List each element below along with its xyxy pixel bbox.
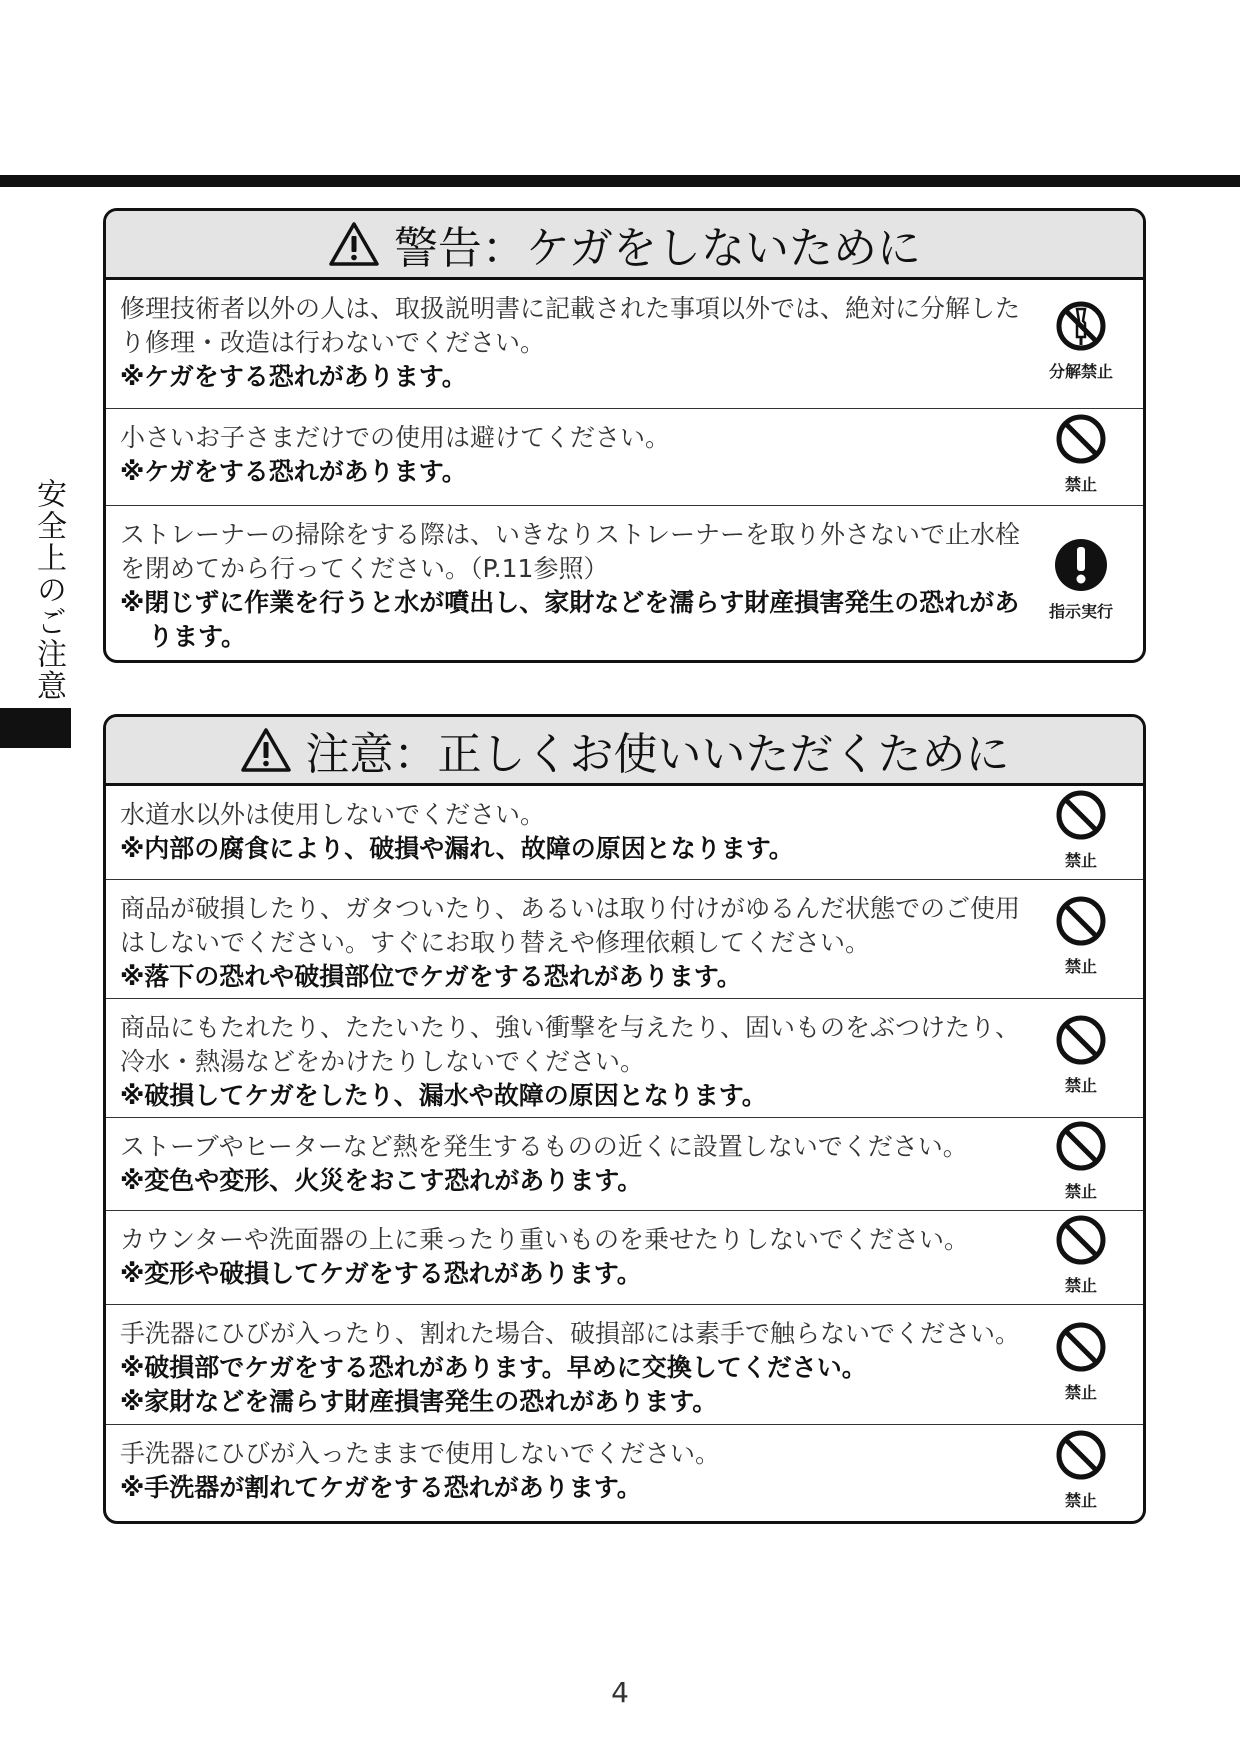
section-side-tab (0, 708, 71, 748)
caution-row (106, 1304, 1143, 1424)
caution-title: 注意：正しくお使いいただくために (305, 729, 1010, 780)
prohibited-icon (1043, 412, 1119, 502)
caution-row-text: カウンターや洗面器の上に乗ったり重いものを乗せたりしないでください。 (120, 1225, 970, 1254)
icon-label: 禁止 (1064, 850, 1097, 870)
warning-row (106, 408, 1143, 505)
caution-row-text: 手洗器にひびが入ったままで使用しないでください。 (120, 1439, 721, 1468)
prohibited-icon (1043, 788, 1119, 878)
icon-label: 禁止 (1064, 957, 1097, 976)
caution-row (106, 879, 1143, 998)
icon-label: 分解禁止 (1048, 362, 1113, 381)
warning-row (106, 505, 1143, 660)
caution-row-text: 商品にもたれたり、たたいたり、強い衝撃を与えたり、固いものをぶつけたり、冷水・熱湯などをかけたりしないでください。 (120, 1013, 1021, 1076)
icon-label: 指示実行 (1048, 602, 1113, 621)
caution-row (106, 786, 1143, 879)
warning-title: 警告：ケガをしないために (393, 223, 922, 274)
top-rule (0, 175, 1240, 187)
caution-row-note: ※破損してケガをしたり、漏水や故障の原因となります。 (120, 1081, 767, 1110)
prohibited-icon (1043, 1428, 1119, 1518)
icon-label: 禁止 (1064, 1275, 1097, 1295)
caution-row-note: ※変形や破損してケガをする恐れがあります。 (120, 1259, 642, 1288)
prohibited-icon (1043, 894, 1119, 984)
caution-row-text: 商品が破損したり、ガタついたり、あるいは取り付けがゆるんだ状態でのご使用はしないでください。すぐにお取り替えや修理依頼してください。 (120, 894, 1021, 957)
page-number: 4 (611, 1676, 629, 1709)
warning-box (103, 208, 1146, 663)
warning-row-note: ※ケガをする恐れがあります。 (120, 457, 467, 486)
warning-row-text: 小さいお子さまだけでの使用は避けてください。 (120, 423, 671, 452)
no-disassembly-icon (1043, 299, 1119, 389)
caution-box (103, 714, 1146, 1524)
caution-row-text: ストーブやヒーターなど熱を発生するものの近くに設置しないでください。 (120, 1132, 968, 1161)
caution-row (106, 1210, 1143, 1304)
section-side-label: 安全上のご注意 (31, 478, 66, 702)
caution-row (106, 1424, 1143, 1521)
warning-row (106, 280, 1143, 408)
prohibited-icon (1043, 1119, 1119, 1209)
icon-label: 禁止 (1064, 1491, 1097, 1510)
caution-row (106, 1117, 1143, 1210)
caution-row-text: 水道水以外は使用しないでください。 (120, 800, 546, 829)
caution-row-note: ※家財などを濡らす財産損害発生の恐れがあります。 (120, 1387, 718, 1416)
icon-label: 禁止 (1064, 1182, 1097, 1201)
warning-triangle-icon (328, 221, 380, 267)
caution-triangle-icon (240, 727, 292, 773)
icon-label: 禁止 (1064, 1382, 1097, 1402)
icon-label: 禁止 (1064, 1076, 1097, 1095)
mandatory-action-icon (1043, 537, 1119, 629)
caution-header (106, 717, 1143, 786)
caution-row-note: ※変色や変形、火災をおこす恐れがあります。 (120, 1166, 643, 1195)
icon-label: 禁止 (1064, 475, 1097, 494)
caution-row (106, 998, 1143, 1117)
prohibited-icon (1043, 1013, 1119, 1103)
warning-row-note: ※閉じずに作業を行うと水が噴出し、家財などを濡らす財産損害発生の恐れがあります。 (120, 588, 1020, 651)
caution-row-note: ※落下の恐れや破損部位でケガをする恐れがあります。 (120, 962, 742, 991)
prohibited-icon (1043, 1213, 1119, 1303)
warning-header (106, 211, 1143, 280)
warning-row-text: ストレーナーの掃除をする際は、いきなりストレーナーを取り外さないで止水栓を閉めてから行ってください。（P.11参照） (120, 520, 1021, 583)
caution-row-note: ※破損部でケガをする恐れがあります。早めに交換してください。 (120, 1353, 867, 1382)
caution-row-note: ※内部の腐食により、破損や漏れ、故障の原因となります。 (120, 834, 794, 863)
warning-row-note: ※ケガをする恐れがあります。 (120, 362, 467, 391)
caution-row-text: 手洗器にひびが入ったり、割れた場合、破損部には素手で触らないでください。 (120, 1319, 1021, 1348)
caution-row-note: ※手洗器が割れてケガをする恐れがあります。 (120, 1473, 642, 1502)
warning-row-text: 修理技術者以外の人は、取扱説明書に記載された事項以外では、絶対に分解したり修理・改造は行わないでください。 (120, 294, 1021, 357)
prohibited-icon (1043, 1320, 1119, 1410)
